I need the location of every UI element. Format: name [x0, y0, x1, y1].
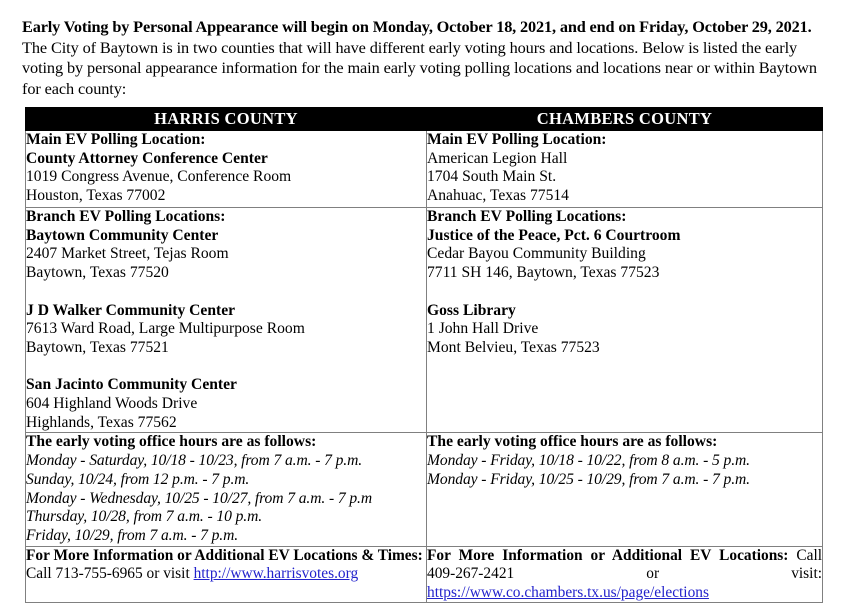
chambers-main-address1: 1704 South Main St.	[427, 168, 557, 186]
harris-main-location-cell	[26, 131, 427, 208]
harris-branch-1-address1: 7613 Ward Road, Large Multipurpose Room	[26, 320, 305, 338]
branch-spacer	[26, 283, 426, 302]
table-row-contact	[26, 546, 823, 603]
chambers-branch-1-name: Goss Library	[427, 301, 516, 319]
branch-spacer	[26, 358, 426, 377]
harris-main-address1: 1019 Congress Avenue, Conference Room	[26, 168, 292, 186]
intro-lead-sentence: Early Voting by Personal Appearance will begin on Monday, October 18, 2021, and end on Friday, October 29, 2021.	[22, 17, 812, 36]
harris-branch-0-name: Baytown Community Center	[26, 226, 219, 244]
chambers-office-hours-cell	[427, 433, 823, 546]
harris-main-name: County Attorney Conference Center	[26, 149, 268, 167]
harris-contact-text: Call 713-755-6965 or visit	[26, 565, 194, 583]
harris-branch-locations-cell	[26, 208, 427, 433]
chambers-elections-link[interactable]: https://www.co.chambers.tx.us/page/elections	[427, 583, 709, 601]
harris-votes-link[interactable]: http://www.harrisvotes.org	[193, 565, 359, 583]
chambers-hours-line-1: Monday - Friday, 10/25 - 10/29, from 7 a.m. - 7 p.m.	[427, 470, 750, 488]
intro-paragraph	[22, 17, 828, 99]
chambers-contact-label: For More Information or Additional EV Locations:	[427, 546, 789, 564]
harris-branch-1-name: J D Walker Community Center	[26, 301, 236, 319]
harris-hours-line-3: Thursday, 10/28, from 7 a.m. - 10 p.m.	[26, 508, 263, 526]
chambers-branch-0-name: Justice of the Peace, Pct. 6 Courtroom	[427, 226, 681, 244]
harris-hours-line-2: Monday - Wednesday, 10/25 - 10/27, from 7 a.m. - 7 p.m	[26, 489, 372, 507]
harris-office-hours-cell	[26, 433, 427, 546]
chambers-contact-cell	[427, 546, 823, 603]
harris-contact-label-line	[26, 547, 426, 566]
column-header-harris: HARRIS COUNTY	[26, 108, 427, 131]
harris-branch-2-address1: 604 Highland Woods Drive	[26, 395, 198, 412]
table-row-main-location	[26, 131, 823, 208]
harris-branch-0-address2: Baytown, Texas 77520	[26, 264, 169, 282]
chambers-hours-line-0: Monday - Friday, 10/18 - 10/22, from 8 a.m. - 5 p.m.	[427, 452, 750, 470]
chambers-main-label: Main EV Polling Location:	[427, 131, 607, 148]
chambers-branch-0-address1: Cedar Bayou Community Building	[427, 245, 646, 263]
chambers-branch-1-address2: Mont Belvieu, Texas 77523	[427, 338, 600, 356]
column-header-chambers: CHAMBERS COUNTY	[427, 108, 823, 131]
early-voting-table	[25, 107, 823, 603]
harris-hours-line-1: Sunday, 10/24, from 12 p.m. - 7 p.m.	[26, 470, 250, 488]
chambers-contact-text-block	[427, 547, 822, 603]
harris-contact-detail-line	[26, 565, 426, 584]
harris-branch-0-address1: 2407 Market Street, Tejas Room	[26, 245, 229, 263]
harris-branch-label: Branch EV Polling Locations:	[26, 208, 226, 225]
harris-main-address2: Houston, Texas 77002	[26, 187, 166, 205]
harris-hours-line-0: Monday - Saturday, 10/18 - 10/23, from 7 a.m. - 7 p.m.	[26, 452, 363, 470]
chambers-main-name: American Legion Hall	[427, 149, 568, 167]
chambers-branch-1-address1: 1 John Hall Drive	[427, 320, 539, 338]
harris-branch-2-name: San Jacinto Community Center	[26, 376, 237, 394]
harris-hours-line-4: Friday, 10/29, from 7 a.m. - 7 p.m.	[26, 526, 239, 544]
chambers-contact-text: Call 409-267-2421 or visit:	[427, 546, 822, 583]
table-row-office-hours	[26, 433, 823, 546]
chambers-branch-0-address2: 7711 SH 146, Baytown, Texas 77523	[427, 264, 660, 282]
table-row-branch-locations	[26, 208, 823, 433]
harris-branch-1-address2: Baytown, Texas 77521	[26, 338, 169, 356]
intro-body-text: The City of Baytown is in two counties that will have different early voting hours and locations. Below is listed the early voting by personal appearance information for the main early voting polling locations and locations near or within Baytown for each county:	[22, 37, 817, 98]
table-header-row	[26, 108, 823, 131]
harris-contact-label: For More Information or Additional EV Locations & Times:	[26, 546, 423, 564]
harris-branch-2-address2: Highlands, Texas 77562	[26, 413, 177, 431]
harris-contact-cell	[26, 546, 427, 603]
harris-hours-label: The early voting office hours are as follows:	[26, 433, 317, 451]
chambers-branch-label: Branch EV Polling Locations:	[427, 208, 627, 225]
chambers-main-location-cell	[427, 131, 823, 208]
harris-main-label: Main EV Polling Location:	[26, 131, 206, 148]
chambers-branch-locations-cell	[427, 208, 823, 433]
chambers-hours-label: The early voting office hours are as follows:	[427, 433, 718, 451]
branch-spacer	[427, 283, 822, 302]
chambers-main-address2: Anahuac, Texas 77514	[427, 187, 569, 205]
